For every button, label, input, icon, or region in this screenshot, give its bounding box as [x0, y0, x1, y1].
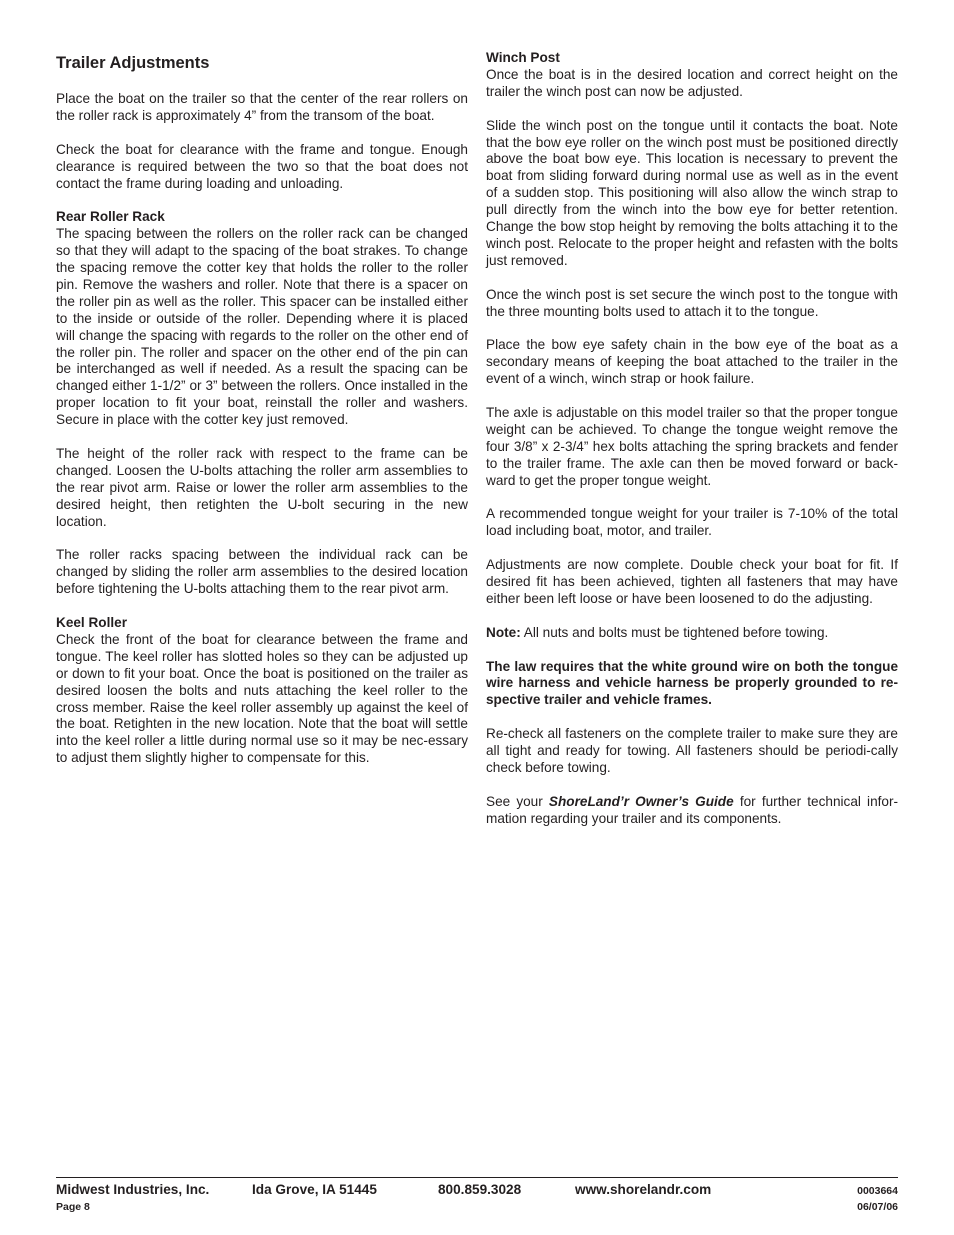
- owners-guide-prefix: See your: [486, 793, 549, 809]
- law-paragraph: The law requires that the white ground wire on both the tongue wire harness and vehicle harness be properly grounded to re-spective trailer and vehicle frames.: [486, 658, 898, 708]
- owners-guide-paragraph: [486, 794, 898, 828]
- winch-post-paragraph-4: Place the bow eye safety chain in the bow eye of the boat as a secondary means of keeping the boat attached to the trailer in the event of a winch, winch strap or hook failure.: [486, 337, 898, 387]
- winch-post-paragraph-3: Once the winch post is set secure the winch post to the tongue with the three mounting bolts used to attach it to the tongue.: [486, 286, 898, 319]
- page-title: Trailer Adjustments: [56, 54, 210, 72]
- note-text: All nuts and bolts must be tightened before towing.: [520, 624, 829, 640]
- note-paragraph: [486, 625, 898, 642]
- recheck-paragraph: Re-check all fasteners on the complete trailer to make sure they are all tight and ready for towing. All fasteners should be periodi-cally check before towing.: [486, 726, 898, 775]
- adjustments-paragraph: Adjustments are now complete. Double check your boat for fit. If desired fit has been achieved, tighten all fasteners that may have either been left loose or have been loosened to do the adjusting.: [486, 557, 898, 606]
- keel-roller-heading: Keel Roller: [56, 615, 128, 631]
- winch-post-heading: Winch Post: [486, 50, 560, 65]
- note-label: Note:: [486, 624, 521, 640]
- footer-company: Midwest Industries, Inc.: [56, 1182, 210, 1197]
- tongue-weight-paragraph: A recommended tongue weight for your trailer is 7-10% of the total load including boat, motor, and trailer.: [486, 506, 898, 539]
- right-column: [486, 50, 898, 844]
- axle-paragraph: The axle is adjustable on this model trailer so that the proper tongue weight can be achieved. To change the tongue weight remove the four 3/8” x 2-3/4” hex bolts attaching the spring brackets and fender to the trailer frame. The axle can then be moved forward or back-ward to get the proper tongue weight.: [486, 404, 898, 488]
- intro-paragraph-2: Check the boat for clearance with the frame and tongue. Enough clearance is required between the two so that the boat does not contact the frame during loading and unloading.: [56, 141, 468, 191]
- winch-post-paragraph-2: Slide the winch post on the tongue until it contacts the boat. Note that the bow eye roller on the winch post must be positioned directly above the boat bow eye. This location is necessary to prevent the boat from sliding forward during normal use as well as in the event of a sudden stop. This positioning will also allow the winch strap to pull directly from the winch into the bow eye for better retention. Change the bow stop height by removing the bolts attaching it to the winch post. Relocate to the proper height and refasten with the bolts just removed.: [486, 117, 898, 268]
- footer-page-number: Page 8: [56, 1201, 90, 1213]
- rear-roller-rack-heading: Rear Roller Rack: [56, 209, 165, 225]
- footer-doc-number: 0003664: [857, 1185, 898, 1197]
- owners-guide-suffix: for further technical infor-mation regarding your trailer and its components.: [486, 793, 899, 826]
- rear-roller-rack-paragraph-2: The height of the roller rack with respect to the frame can be changed. Loosen the U-bolts attaching the roller arm assemblies to the rear pivot arm. Raise or lower the roller arm assemblies to the desired height, then retighten the U-bolt securing in the new location.: [56, 445, 468, 529]
- footer-date: 06/07/06: [857, 1201, 898, 1213]
- left-column: [56, 50, 468, 784]
- keel-roller-paragraph-1: Check the front of the boat for clearance between the frame and tongue. The keel roller has slotted holes so they can be adjusted up or down to fit your boat. Once the boat is positioned on the trailer as desired loosen the bolts and nuts attaching the keel roller to the cross member. Raise the keel roller assembly up against the keel of the boat. Retighten in the new location. Note that the boat will settle into the keel roller a little during normal use so it may be nec-essary to adjust them slightly higher to compensate for this.: [56, 631, 468, 766]
- footer-city: Ida Grove, IA 51445: [252, 1182, 377, 1197]
- intro-paragraph-1: Place the boat on the trailer so that the center of the rear rollers on the roller rack is approximately 4” from the transom of the boat.: [56, 91, 468, 123]
- footer-phone: 800.859.3028: [438, 1182, 522, 1197]
- footer-divider: [56, 1177, 898, 1178]
- owners-guide-title: ShoreLand’r Owner’s Guide: [548, 793, 734, 809]
- winch-post-paragraph-1: Once the boat is in the desired location and correct height on the trailer the winch post can now be adjusted.: [486, 66, 898, 99]
- rear-roller-rack-paragraph-3: The roller racks spacing between the individual rack can be changed by sliding the roller arm assemblies to the desired location before tightening the U-bolts attaching them to the rear pivot arm.: [56, 547, 468, 597]
- rear-roller-rack-paragraph-1: The spacing between the rollers on the roller rack can be changed so that they will adapt to the spacing of the boat strakes. To change the spacing remove the cotter key that holds the roller to the roller pin. Remove the washers and roller. Note that there is a spacer on the roller pin as well as the roller. This spacer can be installed either to the inside or outside of the roller. Depending where it is placed will change the spacing with regards to the roller on the other end of the roller pin. The roller and spacer on the other end of the pin can be interchanged as well if needed. As a result the spacing can be changed either 1-1/2” or 3” between the rollers. Once installed in the proper location to fit your boat, reinstall the roller and washers. Secure in place with the cotter key just removed.: [56, 226, 468, 428]
- footer-website: www.shorelandr.com: [575, 1182, 712, 1197]
